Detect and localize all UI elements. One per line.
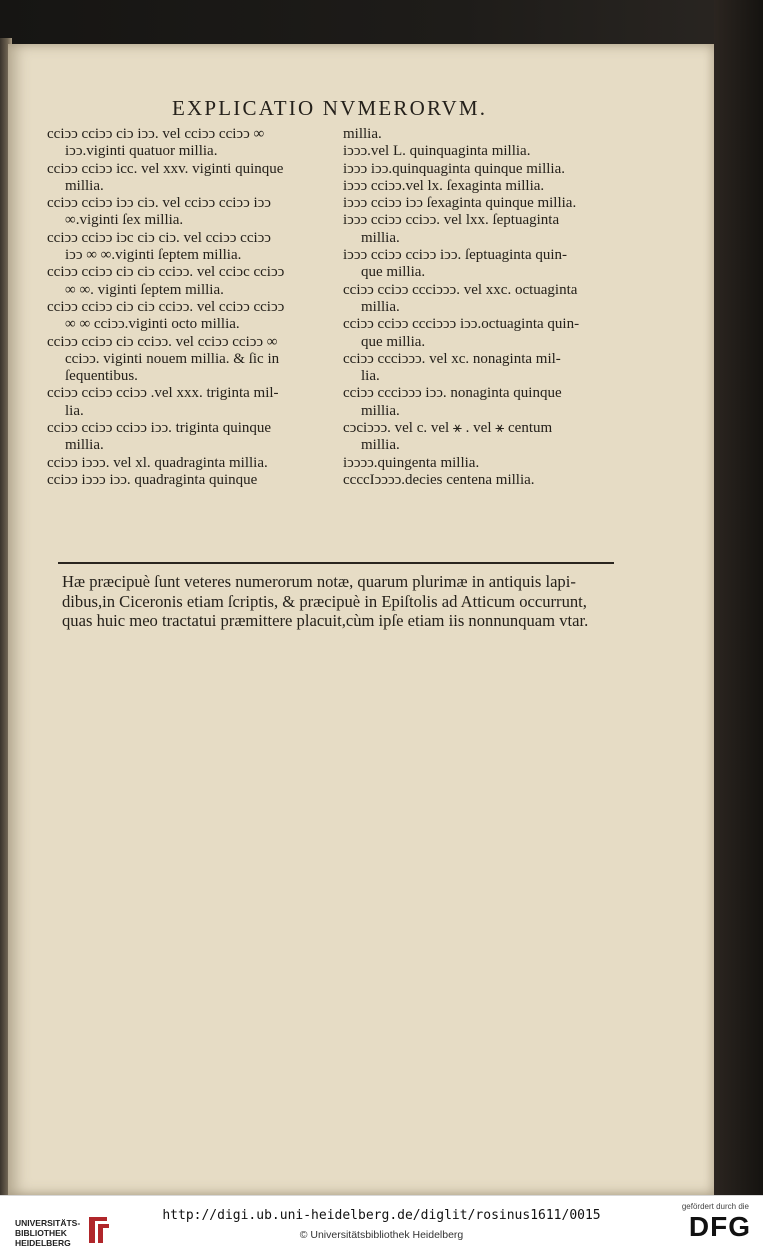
entry-line: cciↄↄ ccciↄↄↄ iↄↄ. nonaginta quinque [343, 385, 562, 402]
entry-continuation-line: que millia. [361, 264, 426, 281]
entry-line: iↄↄↄ.vel L. quinquaginta millia. [343, 143, 531, 160]
entry-line: cciↄↄ cciↄↄ ciↄ iↄↄ. vel cciↄↄ cciↄↄ ∞ [47, 126, 265, 142]
numeral-entry [47, 299, 337, 334]
numeral-entry [343, 455, 625, 472]
entry-continuation-line: iↄↄ.viginti quatuor millia. [65, 143, 218, 160]
entry-continuation-line: iↄↄ ∞ ∞.viginti ſeptem millia. [65, 247, 242, 264]
entry-continuation-line: lia. [361, 368, 380, 385]
numeral-entry [343, 282, 625, 317]
entry-line: cciↄↄ iↄↄↄ. vel xl. quadraginta millia. [47, 454, 268, 471]
entry-line: cciↄↄ cciↄↄ cciↄↄ .vel xxx. triginta mil- [47, 385, 279, 402]
entry-line: millia. [343, 126, 382, 142]
numeral-entry [343, 143, 625, 160]
permalink-url[interactable]: http://digi.ub.uni-heidelberg.de/diglit/rosinus1611/0015 [162, 1208, 601, 1223]
numeral-entry [343, 126, 625, 143]
footnote-line: dibus,in Ciceronis etiam ſcriptis, & præcipuè in Epiſtolis ad Atticum occurrunt, [62, 591, 587, 611]
entry-continuation-line: ∞.viginti ſex millia. [65, 212, 184, 229]
numeral-entry [47, 420, 337, 455]
viewer-footer [0, 1195, 763, 1250]
library-name-line: BIBLIOTHEK [15, 1228, 67, 1238]
numeral-entry [343, 161, 625, 178]
entry-line: cciↄↄ cciↄↄ ccciↄↄↄ. vel xxc. octuaginta [343, 281, 578, 298]
numeral-entry [343, 178, 625, 195]
entry-line: ccccIↄↄↄↄ.decies centena millia. [343, 471, 535, 488]
entry-continuation-line: ſequentibus. [65, 368, 138, 385]
entry-line: iↄↄↄ cciↄↄ cciↄↄ iↄↄ. ſeptuaginta quin- [343, 247, 568, 264]
entry-continuation-line: millia. [65, 437, 104, 454]
entry-continuation-line: millia. [65, 177, 104, 194]
entry-line: cciↄↄ cciↄↄ ciↄ cciↄↄ. vel cciↄↄ cciↄↄ ∞ [47, 333, 278, 350]
numeral-entry [47, 334, 337, 369]
numeral-entry [47, 368, 337, 385]
scan-background-right [714, 0, 763, 1195]
entry-line: cciↄↄ iↄↄↄ iↄↄ. quadraginta quinque [47, 471, 258, 488]
page-header: EXPLICATIO NVMERORVM. [172, 96, 488, 120]
entry-continuation-line: cciↄↄ. viginti nouem millia. & ſic in [65, 350, 280, 367]
entry-line: cciↄↄ cciↄↄ icc. vel xxv. viginti quinque [47, 160, 284, 177]
numeral-entry [47, 230, 337, 265]
entry-line: iↄↄↄ cciↄↄ cciↄↄ. vel lxx. ſeptuaginta [343, 212, 560, 229]
entry-line: iↄↄↄ cciↄↄ.vel lx. ſexaginta millia. [343, 177, 545, 194]
numeral-entry [47, 455, 337, 472]
entry-continuation-line: millia. [361, 437, 400, 454]
numeral-entry [343, 420, 625, 455]
funder-note: gefördert durch die [681, 1202, 749, 1211]
numeral-entry [47, 161, 337, 196]
entry-line: cciↄↄ ccciↄↄↄ. vel xc. nonaginta mil- [343, 350, 561, 367]
numeral-entry [343, 472, 625, 489]
entry-continuation-line: lia. [65, 402, 84, 419]
library-name-line: UNIVERSITÄTS- [15, 1218, 81, 1228]
entry-line: iↄↄↄ iↄↄ.quinquaginta quinque millia. [343, 160, 566, 177]
dfg-logo[interactable]: DFG [688, 1211, 751, 1242]
numeral-entry [343, 212, 625, 247]
entry-continuation-line: millia. [361, 229, 400, 246]
numeral-entry [47, 385, 337, 420]
entry-line: iↄↄↄ cciↄↄ iↄↄ ſexaginta quinque millia. [343, 195, 577, 212]
entry-line: iↄↄↄↄ.quingenta millia. [343, 454, 480, 471]
entry-line: cciↄↄ cciↄↄ ciↄ ciↄ cciↄↄ. vel cciↄↄ cciↄↄ [47, 298, 285, 315]
horizontal-rule [58, 562, 614, 564]
numeral-entry [47, 126, 337, 161]
numeral-entry [343, 316, 625, 351]
entry-line: cciↄↄ cciↄↄ ccciↄↄↄ iↄↄ.octuaginta quin- [343, 316, 580, 333]
numeral-entry [343, 195, 625, 212]
numeral-entry [343, 385, 625, 420]
entry-continuation-line: millia. [361, 402, 400, 419]
library-name-line: HEIDELBERG [15, 1238, 71, 1248]
entry-line: cciↄↄ cciↄↄ cciↄↄ iↄↄ. triginta quinque [47, 420, 272, 437]
entry-continuation-line: ∞ ∞. viginti ſeptem millia. [65, 281, 224, 298]
entry-continuation-line: ∞ ∞ cciↄↄ.viginti octo millia. [65, 316, 240, 333]
numeral-entry [47, 472, 337, 489]
right-column [343, 126, 625, 489]
entry-continuation-line: millia. [361, 298, 400, 315]
entry-continuation-line: que millia. [361, 333, 426, 350]
copyright-notice: © Universitätsbibliothek Heidelberg [299, 1229, 464, 1241]
entry-line: cciↄↄ cciↄↄ iↄↄ ciↄ. vel cciↄↄ cciↄↄ iↄↄ [47, 195, 271, 212]
entry-line: cciↄↄ cciↄↄ iↄc ciↄ ciↄ. vel cciↄↄ cciↄↄ [47, 229, 271, 246]
numeral-entry [343, 351, 625, 386]
left-column [47, 126, 337, 489]
entry-line: cciↄↄ cciↄↄ ciↄ ciↄ cciↄↄ. vel cciↄc cciↄↄ [47, 264, 285, 281]
entry-line: cↄciↄↄↄ. vel c. vel ⚹ . vel ⚹ centum [343, 420, 553, 437]
footnote-line: Hæ præcipuè ſunt veteres numerorum notæ, quarum plurimæ in antiquis lapi- [62, 572, 576, 591]
numeral-entry [47, 195, 337, 230]
footnote-paragraph [62, 572, 632, 631]
numeral-entry [47, 264, 337, 299]
footnote-line: quas huic meo tractatui præmittere placuit,cùm ipſe etiam iis nonnunquam vtar. [62, 611, 589, 631]
numeral-entry [343, 247, 625, 282]
